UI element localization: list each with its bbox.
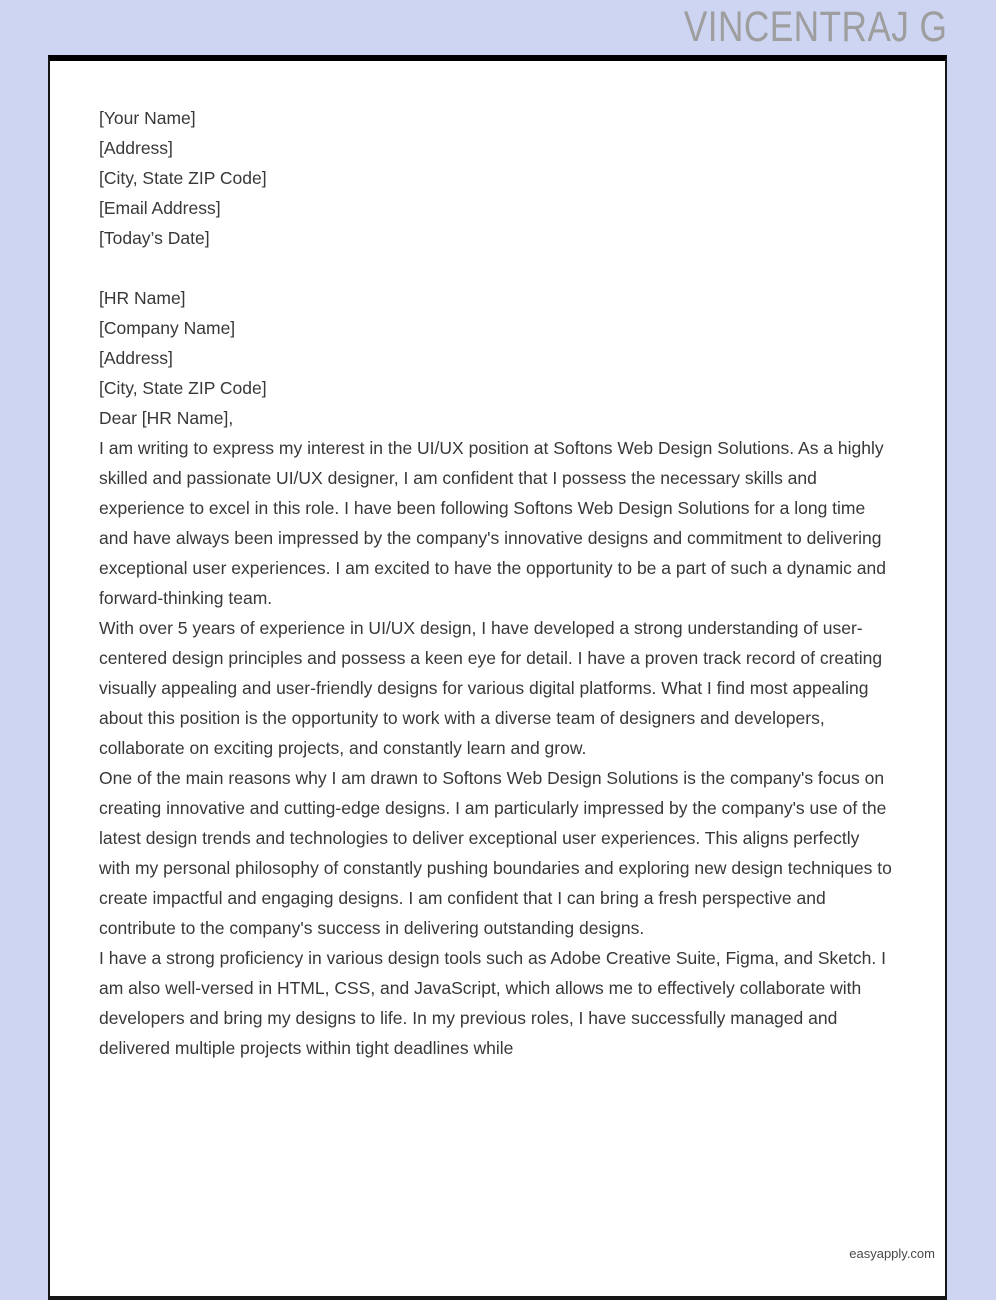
recipient-block	[99, 283, 893, 403]
recipient-name-line: [HR Name]	[99, 288, 186, 308]
sender-city-line: [City, State ZIP Code]	[99, 168, 267, 188]
sender-name-line: [Your Name]	[99, 108, 196, 128]
letter-page	[48, 55, 947, 1300]
salutation: Dear [HR Name],	[99, 408, 234, 428]
watermark-text: easyapply.com	[849, 1246, 935, 1261]
recipient-company-line: [Company Name]	[99, 318, 236, 338]
document-header	[48, 0, 947, 55]
sender-address-line: [Address]	[99, 138, 173, 158]
sender-email-line: [Email Address]	[99, 198, 221, 218]
letter-paragraph-4: I have a strong proficiency in various design tools such as Adobe Creative Suite, Figma, and Sketch. I am also well-versed in HTML, CSS, and JavaScript, which allows me to effectively collaborate with developers and bring my designs to life. In my previous roles, I have successfully managed and delivered multiple projects within tight deadlines while	[99, 948, 886, 1058]
sender-block	[99, 103, 893, 253]
recipient-address-line: [Address]	[99, 348, 173, 368]
letter-body	[50, 61, 945, 1063]
letter-paragraph-3: One of the main reasons why I am drawn to Softons Web Design Solutions is the company's focus on creating innovative and cutting-edge designs. I am particularly impressed by the company's use of the latest design trends and technologies to deliver exceptional user experiences. This aligns perfectly with my personal philosophy of constantly pushing boundaries and exploring new design techniques to create impactful and engaging designs. I am confident that I can bring a fresh perspective and contribute to the company's success in delivering outstanding designs.	[99, 768, 892, 938]
letter-paragraph-2: With over 5 years of experience in UI/UX design, I have developed a strong understanding of user-centered design principles and possess a keen eye for detail. I have a proven track record of creating visually appealing and user-friendly designs for various digital platforms. What I find most appealing about this position is the opportunity to work with a diverse team of designers and developers, collaborate on exciting projects, and constantly learn and grow.	[99, 618, 883, 758]
author-name: VINCENTRAJ G	[683, 3, 947, 51]
sender-date-line: [Today’s Date]	[99, 228, 210, 248]
letter-paragraph-1: I am writing to express my interest in the UI/UX position at Softons Web Design Solutions. As a highly skilled and passionate UI/UX designer, I am confident that I possess the necessary skills and experience to excel in this role. I have been following Softons Web Design Solutions for a long time and have always been impressed by the company's innovative designs and commitment to delivering exceptional user experiences. I am excited to have the opportunity to be a part of such a dynamic and forward-thinking team.	[99, 438, 886, 608]
recipient-city-line: [City, State ZIP Code]	[99, 378, 267, 398]
